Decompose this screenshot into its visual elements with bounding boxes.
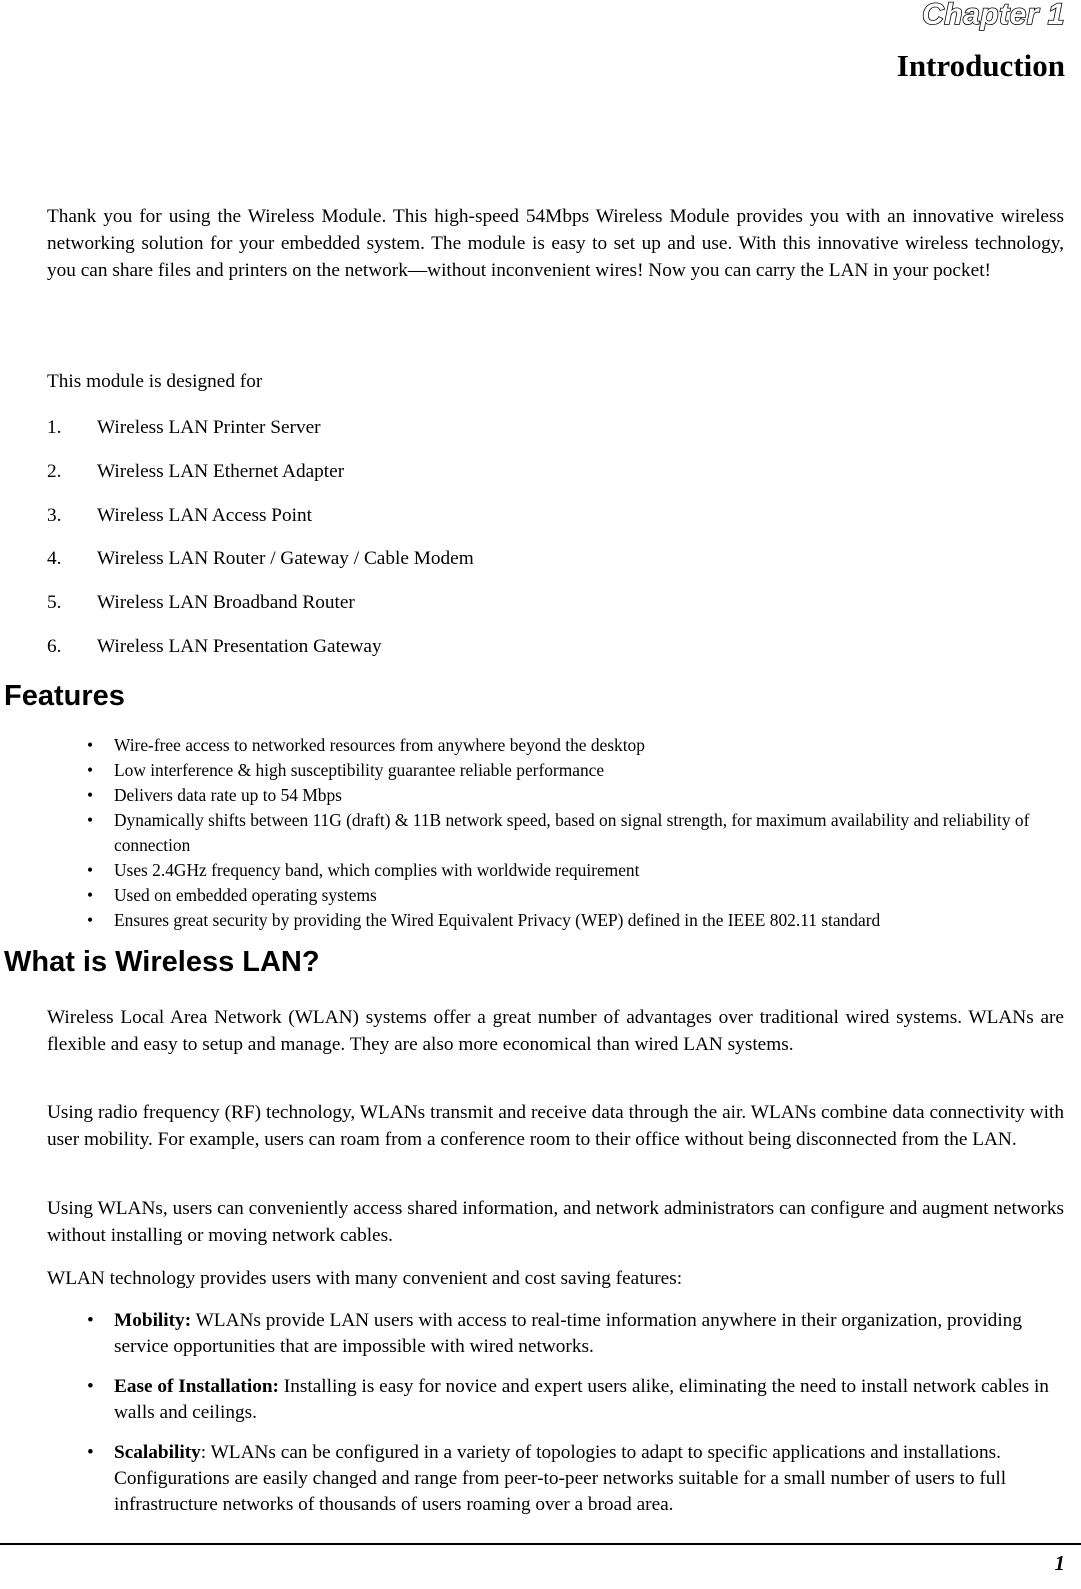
wlan-heading: What is Wireless LAN? — [4, 946, 320, 978]
feature-text: Uses 2.4GHz frequency band, which complies with worldwide requirement — [114, 860, 640, 880]
features-list — [87, 733, 1067, 933]
bullet-icon: • — [87, 760, 94, 780]
list-number: 6. — [47, 635, 62, 657]
list-number: 5. — [47, 592, 62, 614]
benefit-item — [87, 1308, 1062, 1360]
list-item — [47, 458, 474, 502]
features-heading: Features — [4, 680, 125, 712]
bullet-icon: • — [87, 1442, 94, 1463]
bullet-icon: • — [87, 885, 94, 905]
bullet-icon: • — [87, 810, 94, 830]
use-list — [47, 414, 474, 677]
benefits-list — [87, 1308, 1062, 1532]
feature-text: Dynamically shifts between 11G (draft) & 11B network speed, based on signal strength, for maximum availability and reliability of connection — [114, 810, 1030, 855]
benefit-term: Mobility: — [114, 1310, 192, 1331]
feature-item — [87, 858, 1067, 883]
list-item — [47, 633, 474, 677]
list-number: 2. — [47, 460, 62, 482]
bullet-icon: • — [87, 1310, 94, 1331]
chapter-title: Introduction — [896, 48, 1065, 83]
list-item — [47, 502, 474, 546]
list-text: Wireless LAN Ethernet Adapter — [97, 460, 345, 482]
feature-item — [87, 733, 1067, 758]
wlan-paragraph-4: WLAN technology provides users with many convenient and cost saving features: — [47, 1268, 683, 1289]
feature-text: Delivers data rate up to 54 Mbps — [114, 785, 342, 805]
intro-paragraph: Thank you for using the Wireless Module. This high-speed 54Mbps Wireless Module provides you with an innovative wireless networking solution for your embedded system. The module is easy to set up and use. With this innovative wireless technology, you can share files and printers on the network—without inconvenient wires! Now you can carry the LAN in your pocket! — [47, 206, 1064, 281]
list-item — [47, 589, 474, 633]
bullet-icon: • — [87, 785, 94, 805]
benefit-item — [87, 1440, 1062, 1518]
feature-text: Ensures great security by providing the Wired Equivalent Privacy (WEP) defined in the IEEE 802.11 standard — [114, 910, 881, 930]
list-text: Wireless LAN Broadband Router — [97, 592, 355, 614]
bullet-icon: • — [87, 860, 94, 880]
feature-text: Used on embedded operating systems — [114, 885, 377, 905]
feature-item — [87, 783, 1067, 808]
bullet-icon: • — [87, 735, 94, 755]
benefit-term: Scalability — [114, 1442, 201, 1463]
feature-text: Wire-free access to networked resources from anywhere beyond the desktop — [114, 735, 645, 755]
list-number: 1. — [47, 417, 62, 438]
wlan-paragraph-1: Wireless Local Area Network (WLAN) systems offer a great number of advantages over traditional wired systems. WLANs are flexible and easy to setup and manage. They are also more economical than wired LAN systems. — [47, 1007, 1064, 1055]
page-number: 1 — [1054, 1551, 1065, 1575]
benefit-text: : WLANs can be configured in a variety of topologies to adapt to specific applications and installations. Configurations are easily changed and range from peer-to-peer networks suitable for a small number of users to full infrastructure networks of thousands of users roaming over a broad area. — [114, 1442, 1007, 1515]
list-text: Wireless LAN Presentation Gateway — [97, 635, 382, 657]
benefit-term: Ease of Installation: — [114, 1376, 279, 1397]
list-text: Wireless LAN Router / Gateway / Cable Modem — [97, 548, 474, 570]
feature-item — [87, 908, 1067, 933]
footer-divider — [0, 1543, 1081, 1545]
list-number: 3. — [47, 504, 62, 526]
list-text: Wireless LAN Access Point — [97, 504, 313, 526]
chapter-label: Chapter 1 — [922, 0, 1065, 31]
feature-item — [87, 808, 1067, 858]
bullet-icon: • — [87, 1376, 94, 1397]
list-item — [47, 545, 474, 589]
benefit-text: Installing is easy for novice and expert users alike, eliminating the need to install network cables in walls and ceilings. — [114, 1376, 1049, 1423]
list-number: 4. — [47, 548, 62, 570]
designed-for-label: This module is designed for — [47, 371, 263, 392]
feature-item — [87, 758, 1067, 783]
benefit-text: WLANs provide LAN users with access to real-time information anywhere in their organization, providing service opportunities that are impossible with wired networks. — [114, 1310, 1022, 1357]
list-item — [47, 414, 474, 458]
benefit-item — [87, 1374, 1062, 1426]
wlan-paragraph-2: Using radio frequency (RF) technology, WLANs transmit and receive data through the air. WLANs combine data connectivity with user mobility. For example, users can roam from a conference room to their office without being disconnected from the LAN. — [47, 1102, 1064, 1150]
feature-item — [87, 883, 1067, 908]
bullet-icon: • — [87, 910, 94, 930]
feature-text: Low interference & high susceptibility guarantee reliable performance — [114, 760, 605, 780]
list-text: Wireless LAN Printer Server — [97, 417, 321, 438]
wlan-paragraph-3: Using WLANs, users can conveniently access shared information, and network administrators can configure and augment networks without installing or moving network cables. — [47, 1198, 1064, 1246]
